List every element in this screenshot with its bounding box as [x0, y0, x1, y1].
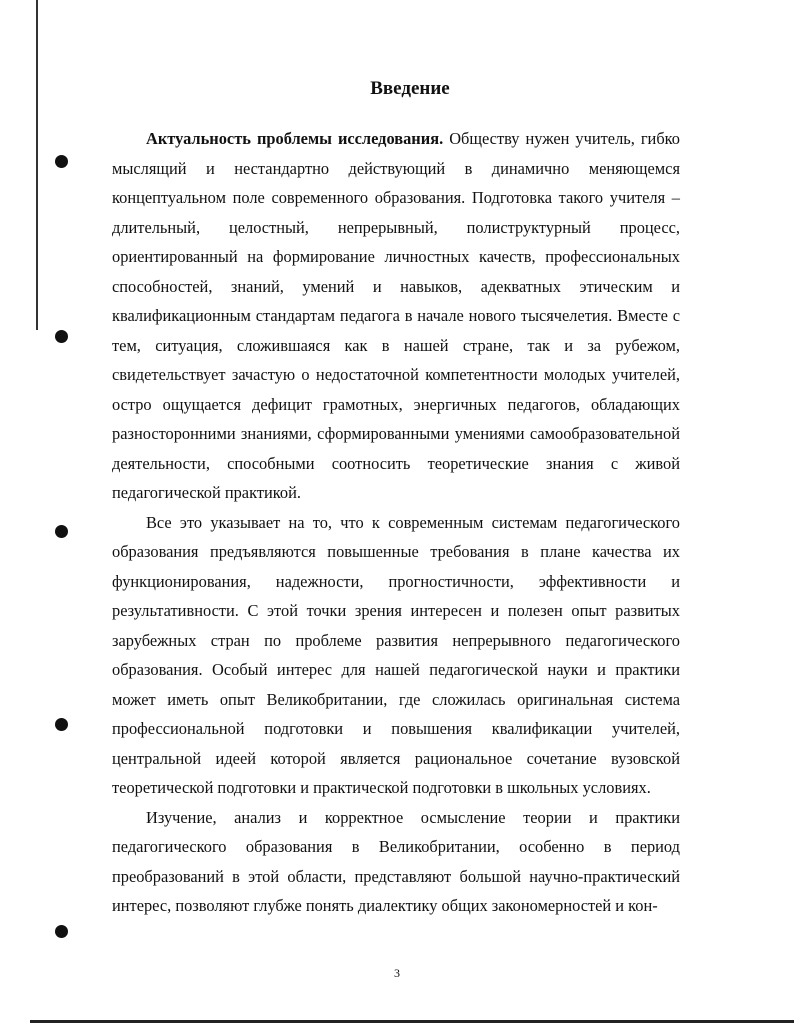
binder-hole-mark — [55, 155, 68, 168]
binder-hole-mark — [55, 718, 68, 731]
scan-edge-line — [36, 0, 38, 330]
paragraph-requirements: Все это указывает на то, что к современным системам педагогического образования предъявляются повышенные требования в плане качества их функционирования, надежности, прогностичности, эффективности и результативности. С этой точки зрения интересен и полезен опыт развитых зарубежных стран по проблеме развития непрерывного педагогического образования. Особый интерес для нашей педагогической науки и практики может иметь опыт Великобритании, где сложилась оригинальная система профессиональной подготовки и повышения квалификации учителей, центральной идеей которой является рациональное сочетание вузовской теоретической подготовки и практической подготовки в школьных условиях. — [112, 512, 680, 797]
document-page — [112, 78, 680, 921]
page-number: 3 — [394, 966, 400, 980]
paragraph-relevance — [112, 124, 680, 508]
binder-hole-mark — [55, 330, 68, 343]
binder-hole-mark — [55, 925, 68, 938]
binder-hole-mark — [55, 525, 68, 538]
paragraph-study: Изучение, анализ и корректное осмысление теории и практики педагогического образования в Великобритании, особенно в период преобразований в этой области, представляют большой научно-практический интерес, позволяют глубже понять диалектику общих закономерностей и кон- — [112, 807, 680, 915]
paragraph-lead: Актуальность проблемы исследования. — [146, 129, 444, 148]
page-title: Введение — [370, 78, 450, 99]
paragraph-text: Обществу нужен учитель, гибко мыслящий и нестандартно действующий в динамично меняющемся концептуальном поле современного образования. Подготовка такого учителя – длительный, целостный, непрерывный, полиструктурный процесс, ориентированный на формирование личностных качеств, профессиональных способностей, знаний, умений и навыков, адекватных этическим и квалификационным стандартам педагога в начале нового тысячелетия. Вместе с тем, ситуация, сложившаяся как в нашей стране, так и за рубежом, свидетельствует зачастую о недостаточной компетентности молодых учителей, остро ощущается дефицит грамотных, энергичных педагогов, обладающих разносторонними знаниями, сформированными умениями самообразовательной деятельности, способными соотносить теоретические знания с живой педагогической практикой. — [112, 129, 680, 502]
scan-bottom-edge — [30, 1020, 794, 1023]
